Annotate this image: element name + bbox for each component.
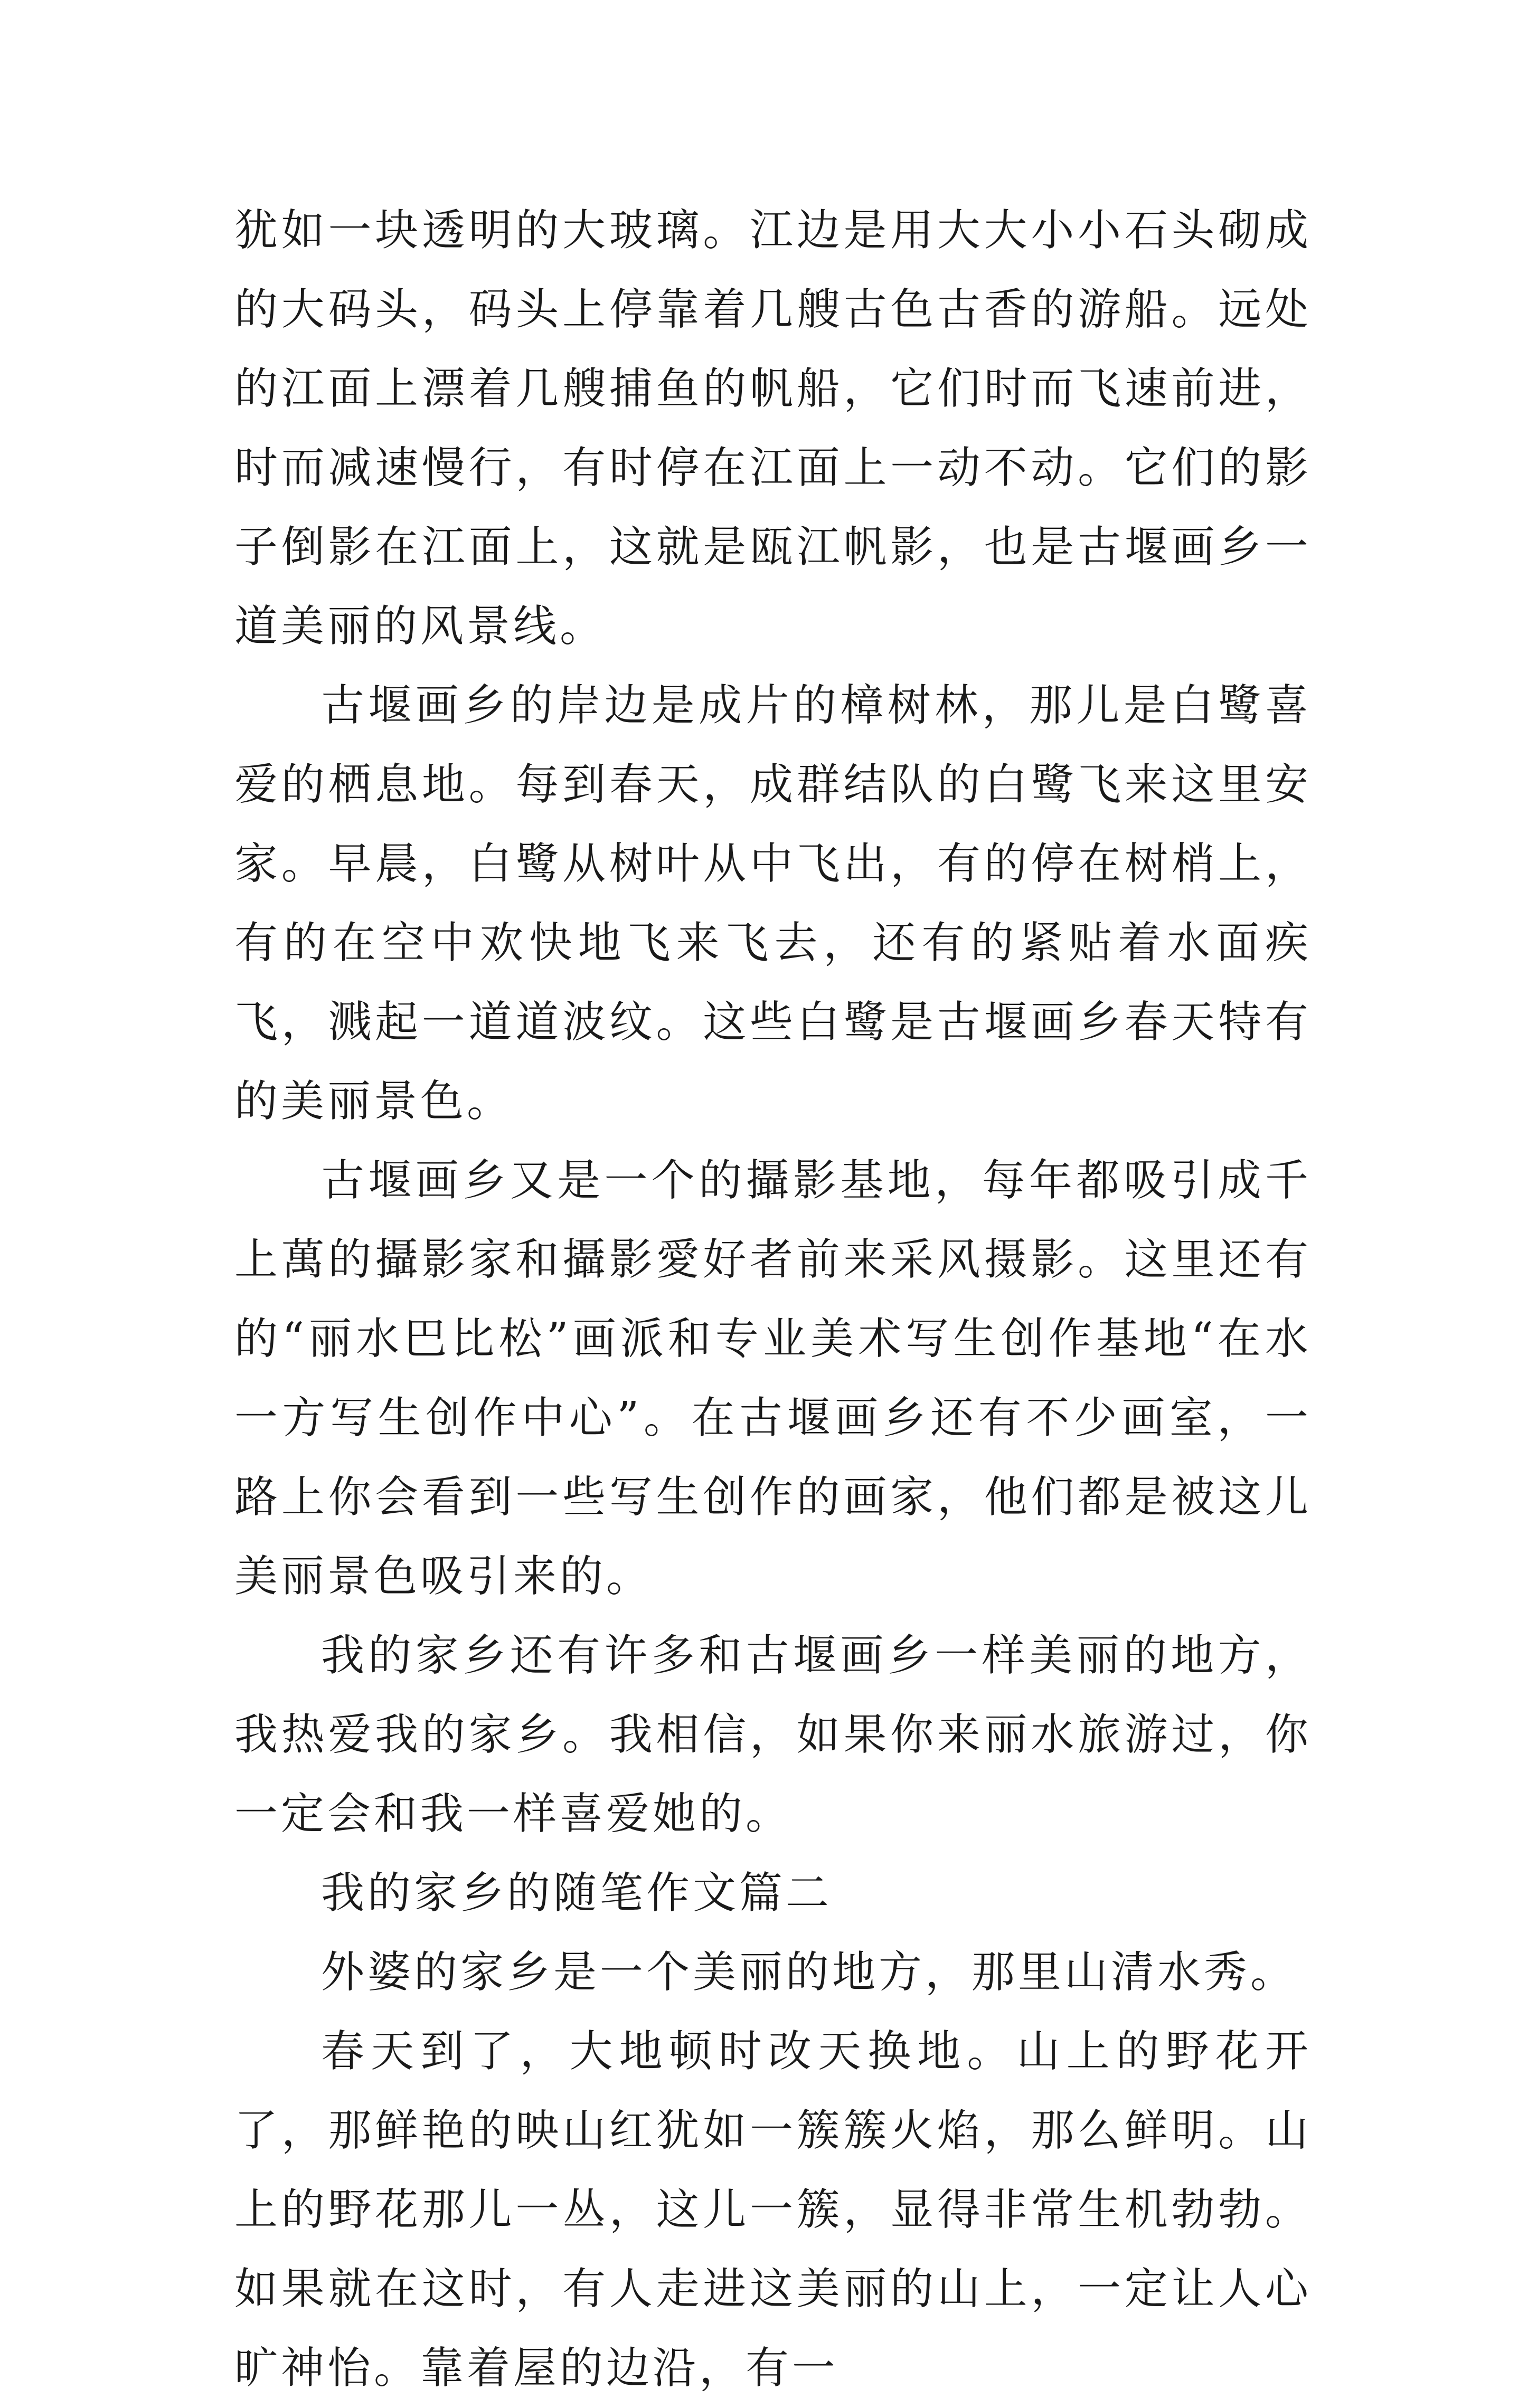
section-heading-essay-two: 我的家乡的随笔作文篇二: [321, 1868, 833, 1918]
paragraph-love-hometown: 我的家乡还有许多和古堰画乡一样美丽的地方，我热爱我的家乡。我相信，如果你来丽水旅游过，你一定会和我一样喜爱她的。: [234, 1630, 1312, 1839]
document-body: [234, 191, 1312, 2408]
paragraph-spring: 春天到了，大地顿时改天换地。山上的野花开了，那鲜艳的映山红犹如一簇簇火焰，那么鲜明。山上的野花那儿一丛，这儿一簇，显得非常生机勃勃。如果就在这时，有人走进这美丽的山上，一定让人心旷神怡。靠着屋的边沿，有一: [234, 2026, 1312, 2393]
paragraph-photography-base: 古堰画乡又是一个的攝影基地，每年都吸引成千上萬的攝影家和攝影愛好者前来采风摄影。这里还有的“丽水巴比松”画派和专业美术写生创作基地“在水一方写生创作中心”。在古堰画乡还有不少画室，一路上你会看到一些写生创作的画家，他们都是被这儿美丽景色吸引来的。: [234, 1155, 1312, 1601]
paragraph-grandma-hometown: 外婆的家乡是一个美丽的地方，那里山清水秀。: [321, 1947, 1297, 1997]
paragraph-ouriver-sails: 犹如一块透明的大玻璃。江边是用大大小小石头砌成的大码头，码头上停靠着几艘古色古香的游船。远处的江面上漂着几艘捕鱼的帆船，它们时而飞速前进，时而减速慢行，有时停在江面上一动不动。它们的影子倒影在江面上，这就是瓯江帆影，也是古堰画乡一道美丽的风景线。: [234, 205, 1312, 651]
paragraph-egrets: 古堰画乡的岸边是成片的樟树林，那儿是白鹭喜爱的栖息地。每到春天，成群结队的白鹭飞来这里安家。早晨，白鹭从树叶从中飞出，有的停在树梢上，有的在空中欢快地飞来飞去，还有的紧贴着水面疾飞，溅起一道道波纹。这些白鹭是古堰画乡春天特有的美丽景色。: [234, 680, 1312, 1126]
